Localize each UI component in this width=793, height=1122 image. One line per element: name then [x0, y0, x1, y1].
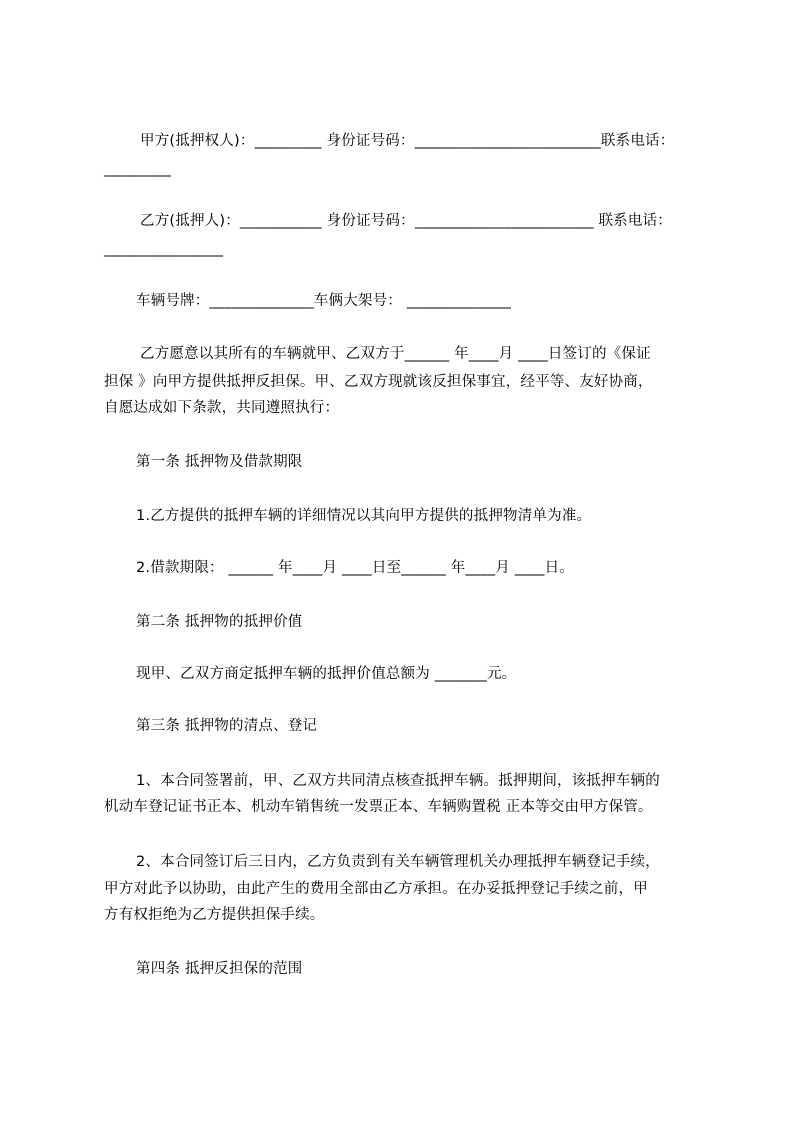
- article-1-title: 第一条 抵押物及借款期限: [136, 454, 303, 470]
- article-1-item-2: 2.借款期限： ______ 年____月 ____日至______ 年____月 ____日。: [136, 560, 574, 576]
- article-3-title: 第三条 抵押物的清点、登记: [136, 718, 318, 734]
- intro-line-2: 担保 》向甲方提供抵押反担保。甲、乙双方现就该反担保事宜，经平等、友好协商，: [104, 374, 653, 390]
- article-3-item-1-line-1: 1、本合同签署前，甲、乙双方共同清点核查抵押车辆。抵押期间，该抵押车辆的: [136, 773, 660, 789]
- party-b-line: 乙方(抵押人)：___________ 身份证号码：________________________ 联系电话：: [140, 213, 672, 229]
- article-3-item-1-line-2: 机动车登记证书正本、机动车销售统一发票正本、车辆购置税 正本等交由甲方保管。: [104, 799, 653, 815]
- article-3-item-2-line-3: 方有权拒绝为乙方提供担保手续。: [104, 907, 325, 923]
- article-4-title: 第四条 抵押反担保的范围: [136, 961, 303, 977]
- article-2-title: 第二条 抵押物的抵押价值: [136, 614, 303, 630]
- intro-line-3: 自愿达成如下条款，共同遵照执行：: [104, 400, 340, 416]
- article-2-body: 现甲、乙双方商定抵押车辆的抵押价值总额为 _______元。: [136, 666, 517, 682]
- intro-line-1: 乙方愿意以其所有的车辆就甲、乙双方于______ 年____月 ____日签订的《保证: [140, 346, 651, 362]
- vehicle-line: 车辆号牌：______________车俩大架号： ______________: [136, 293, 512, 309]
- party-b-line-cont: ________________: [104, 241, 224, 257]
- party-a-line-cont: _________: [104, 161, 172, 177]
- article-3-item-2-line-2: 甲方对此予以协助，由此产生的费用全部由乙方承担。在办妥抵押登记手续之前，甲: [104, 881, 648, 897]
- article-3-item-2-line-1: 2、本合同签订后三日内，乙方负责到有关车辆管理机关办理抵押车辆登记手续，: [136, 854, 660, 870]
- article-1-item-1: 1.乙方提供的抵押车辆的详细情况以其向甲方提供的抵押物清单为准。: [136, 508, 592, 524]
- party-a-line: 甲方(抵押权人)：_________ 身份证号码：_________________________联系电话：: [140, 133, 675, 149]
